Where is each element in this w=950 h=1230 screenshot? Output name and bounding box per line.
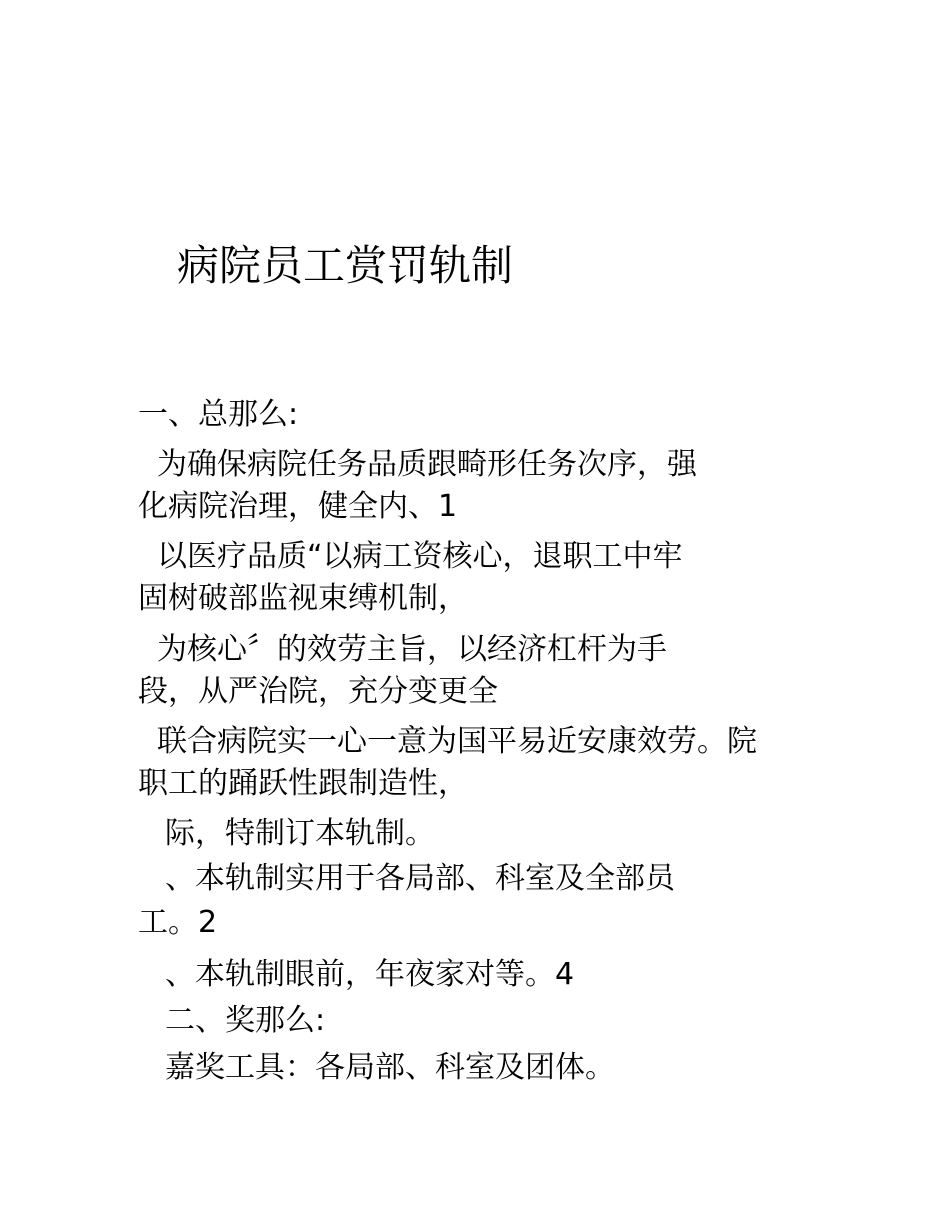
paragraph-line: 段，从严治院，充分变更全 — [138, 674, 498, 709]
paragraph-line: 固树破部监视束缚机制， — [138, 581, 468, 616]
paragraph-line: 际，特制订本轨制。 — [165, 816, 435, 851]
section-heading-rewards: 二、奖那么: — [165, 1003, 326, 1038]
paragraph-line: 嘉奖工具：各局部、科室及团体。 — [165, 1050, 615, 1085]
paragraph-line: 工。2 — [138, 905, 218, 940]
paragraph-line: 化病院治理，健全内、1 — [138, 489, 458, 524]
paragraph-line: 联合病院实一心一意为国平易近安康效劳。院 — [157, 724, 757, 759]
section-heading-general: 一、总那么: — [138, 397, 299, 432]
paragraph-line: 以医疗品质“以病工资核心，退职工中牢 — [157, 539, 683, 574]
paragraph-line: 职工的踊跃性跟制造性， — [138, 766, 468, 801]
document-title: 病院员工赏罚轨制 — [177, 241, 514, 290]
paragraph-line: 为核心〞的效劳主旨，以经济杠杆为手 — [157, 632, 667, 667]
paragraph-line: 为确保病院任务品质跟畸形任务次序，强 — [157, 447, 697, 482]
paragraph-line: 、本轨制眼前，年夜家对等。4 — [165, 957, 575, 992]
paragraph-line: 、本轨制实用于各局部、科室及全部员 — [165, 861, 675, 896]
